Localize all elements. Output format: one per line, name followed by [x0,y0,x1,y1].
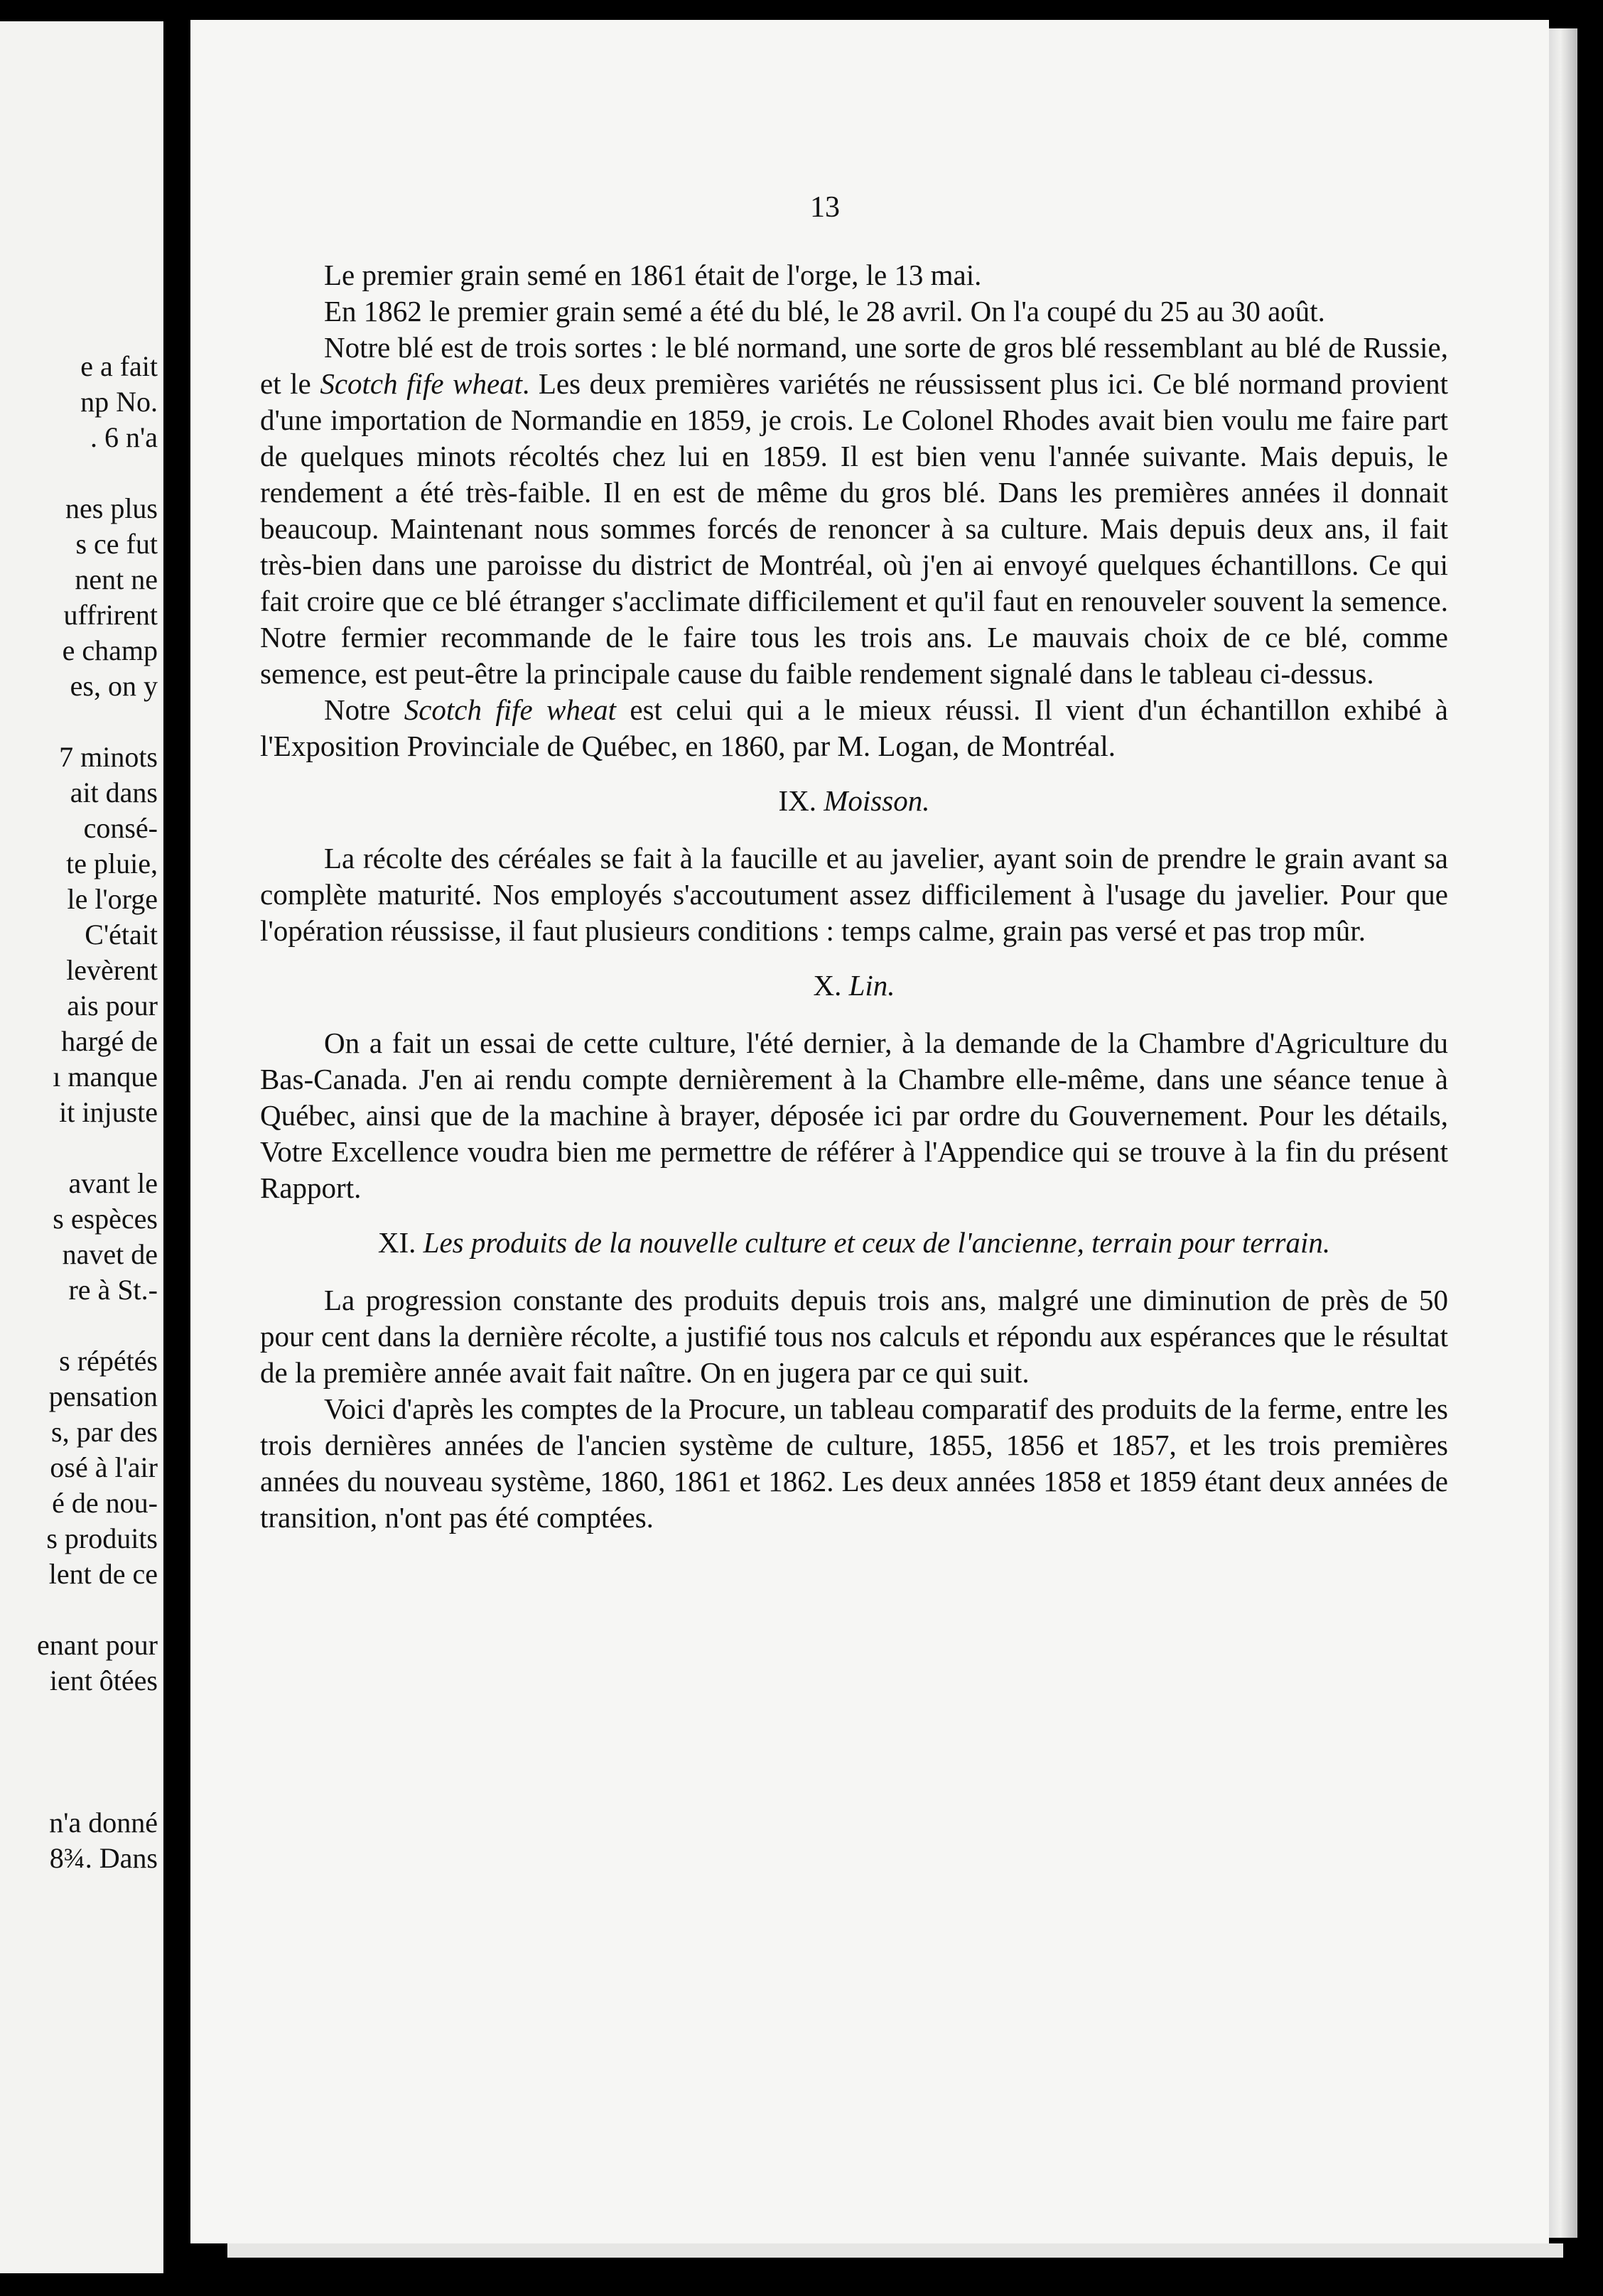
section-number: IX. [778,784,817,817]
paragraph-wheat-varieties [260,330,1448,692]
fragment-line: es, on y [70,670,158,702]
section-number: XI. [377,1226,416,1259]
italic-term: Scotch fife wheat [320,367,523,400]
section-number: X. [813,969,842,1002]
paragraph-progression: La progression constante des produits depuis trois ans, malgré une diminution de près de 50 pour cent dans la dernière récolte, a justifié tous nos calculs et répondu aux espérances que le résultat de la première année avait fait naître. On en jugera par ce qui suit. [260,1284,1448,1389]
text-run: Notre [324,693,404,726]
section-heading-ix [260,783,1448,819]
fragment-line: . 6 n'a [90,421,158,453]
fragment-line: n'a donné [49,1807,158,1839]
fragment-line: levèrent [66,954,158,986]
fragment-line: lent de ce [48,1558,158,1590]
fragment-line: ient ôtées [49,1664,158,1696]
fragment-line: np No. [80,386,158,418]
previous-page-fragment [0,21,163,2273]
paragraph-first-grain-1862: En 1862 le premier grain semé a été du blé, le 28 avril. On l'a coupé du 25 au 30 août. [324,295,1325,327]
section-title: Lin. [848,969,895,1002]
italic-term: Scotch fife wheat [404,693,617,726]
fragment-line: s répétés [59,1345,158,1377]
fragment-line: enant pour [37,1629,158,1661]
fragment-line: s produits [46,1522,158,1554]
fragment-line: avant le [68,1167,158,1199]
body-text [260,257,1448,1536]
fragment-line: e champ [62,634,158,666]
paragraph-scotch-fife [260,692,1448,764]
fragment-line: ais pour [67,990,158,1022]
section-title: Moisson. [824,784,930,817]
page-number: 13 [810,191,840,224]
fragment-line: hargé de [61,1025,158,1057]
fragment-line: consé- [83,812,158,844]
fragment-line: it injuste [59,1096,158,1128]
fragment-line: e a fait [80,350,158,382]
fragment-line: pensation [48,1380,158,1412]
fragment-line: uffrirent [63,599,158,631]
text-run: Notre blé est de trois sortes : le blé normand, une sorte de gros blé ressemblant au blé de Russie, et le [260,331,1448,400]
text-run: est celui qui a le mieux réussi. Il vient d'un échantillon exhibé à l'Exposition Provinciale de Québec, en 1860, par M. Logan, de Montréal. [260,693,1449,762]
fragment-line: é de nou- [52,1487,158,1519]
section-heading-x [260,968,1448,1004]
section-title: Les produits de la nouvelle culture et ceux de l'ancienne, terrain pour terrain. [423,1226,1331,1259]
fragment-line: re à St.- [68,1274,158,1306]
fragment-line: 7 minots [59,741,158,773]
fragment-line: s espèces [53,1203,158,1235]
fragment-line: te pluie, [66,848,158,879]
paragraph-lin: On a fait un essai de cette culture, l'été dernier, à la demande de la Chambre d'Agriculture du Bas-Canada. J'en ai rendu compte dernièrement à la Chambre elle-même, dans une séance tenue à Québec, ainsi que de la machine à brayer, déposée ici par ordre du Gouvernement. Pour les détails, Votre Excellence voudra bien me permettre de référer à l'Appendice qui se trouve à la fin du présent Rapport. [260,1027,1448,1204]
fragment-line: le l'orge [67,883,158,915]
fragment-line: ait dans [70,776,158,808]
fragment-line: C'était [85,919,158,951]
paragraph-tableau-comparatif: Voici d'après les comptes de la Procure, un tableau comparatif des produits de la ferme, entre les trois dernières années de l'ancien système de culture, 1855, 1856 et 1857, et les trois premières années du nouveau système, 1860, 1861 et 1862. Les deux années 1858 et 1859 étant deux années de transition, n'ont pas été comptées. [260,1392,1448,1534]
fragment-line: 8¾. Dans [49,1842,158,1874]
fragment-line: nent ne [75,563,158,595]
fragment-line: s, par des [51,1416,158,1448]
text-run: . Les deux premières variétés ne réussissent plus ici. Ce blé normand provient d'une importation de Normandie en 1859, je crois. Le Colonel Rhodes avait bien voulu me faire part de quelques minots récoltés chez lui en 1859. Il est bien venu l'année suivante. Mais depuis, le rendement a été très-faible. Il en est de même du gros blé. Dans les premières années il donnait beaucoup. Maintenant nous sommes forcés de renoncer à sa culture. Mais depuis deux ans, il fait très-bien dans une paroisse du district de Montréal, où j'en ai envoyé quelques échantillons. Ce qui fait croire que ce blé étranger s'acclimate difficilement et qu'il faut en renouveler souvent la semence. Notre fermier recommande de le faire tous les trois ans. Le mauvais choix de ce blé, comme semence, est peut-être la principale cause du faible rendement signalé dans le tableau ci-dessus. [260,367,1448,690]
fragment-line: ı manque [53,1061,158,1093]
paragraph-moisson: La récolte des céréales se fait à la faucille et au javelier, ayant soin de prendre le grain avant sa complète maturité. Nos employés s'accoutument assez difficilement à l'usage du javelier. Pour que l'opération réussisse, il faut plusieurs conditions : temps calme, grain pas versé et pas trop mûr. [260,842,1448,947]
fragment-line: nes plus [65,492,158,524]
fragment-line: osé à l'air [50,1451,158,1483]
section-heading-xi [260,1225,1448,1261]
page-edge [1549,28,1577,2238]
fragment-line: s ce fut [75,528,158,560]
paragraph-first-grain-1861: Le premier grain semé en 1861 était de l'orge, le 13 mai. [324,259,982,291]
page-bottom-edge [227,2243,1563,2258]
fragment-line: navet de [62,1238,158,1270]
